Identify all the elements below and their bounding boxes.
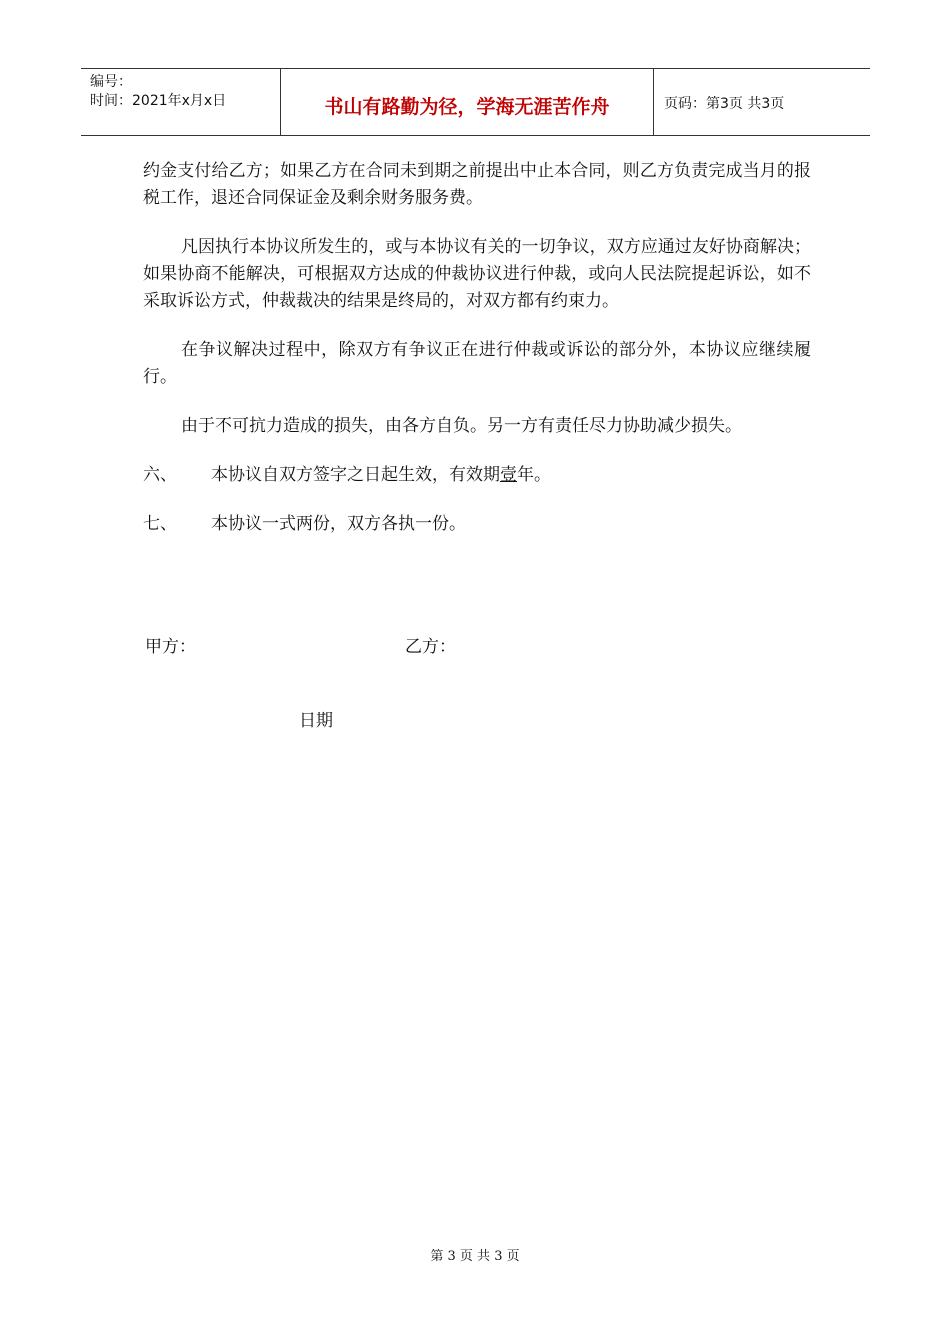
party-b-label: 乙方： [405, 637, 456, 657]
document-number-label: 编号： [90, 74, 132, 90]
clause-six-term: 壹 [500, 465, 517, 485]
clause-six-text [211, 462, 551, 489]
page-footer: 第 3 页 共 3 页 [430, 1249, 520, 1264]
page-header [81, 68, 870, 136]
paragraph-force-majeure: 由于不可抗力造成的损失，由各方自负。另一方有责任尽力协助减少损失。 [181, 416, 742, 436]
clause-six [143, 462, 811, 489]
clause-six-text-post: 年。 [517, 465, 551, 485]
clause-seven-number: 七、 [143, 514, 177, 534]
clause-seven-text: 本协议一式两份，双方各执一份。 [211, 514, 466, 534]
clause-six-number: 六、 [143, 465, 177, 485]
clause-six-text-pre: 本协议自双方签字之日起生效，有效期 [211, 465, 500, 485]
document-time-label: 时间：2021年x月x日 [90, 93, 227, 109]
paragraph-dispute-resolution: 凡因执行本协议所发生的，或与本协议有关的一切争议，双方应通过友好协商解决；如果协商不能解决，可根据双方达成的仲裁协议进行仲裁，或向人民法院提起诉讼，如不采取诉讼方式，仲裁裁决的结果是终局的，对双方都有约束力。 [143, 237, 811, 311]
party-a-label: 甲方： [145, 637, 196, 657]
header-meta [81, 69, 281, 135]
document-body [143, 158, 811, 560]
paragraph-continued-performance: 在争议解决过程中，除双方有争议正在进行仲裁或诉讼的部分外，本协议应继续履行。 [143, 340, 811, 387]
header-motto: 书山有路勤为径，学海无涯苦作舟 [281, 69, 654, 135]
header-page-info: 页码：第3页 共3页 [664, 96, 785, 112]
date-label: 日期 [299, 711, 333, 731]
paragraph-continuation: 约金支付给乙方；如果乙方在合同未到期之前提出中止本合同，则乙方负责完成当月的报税工作，退还合同保证金及剩余财务服务费。 [143, 161, 811, 208]
clause-seven [143, 511, 811, 538]
